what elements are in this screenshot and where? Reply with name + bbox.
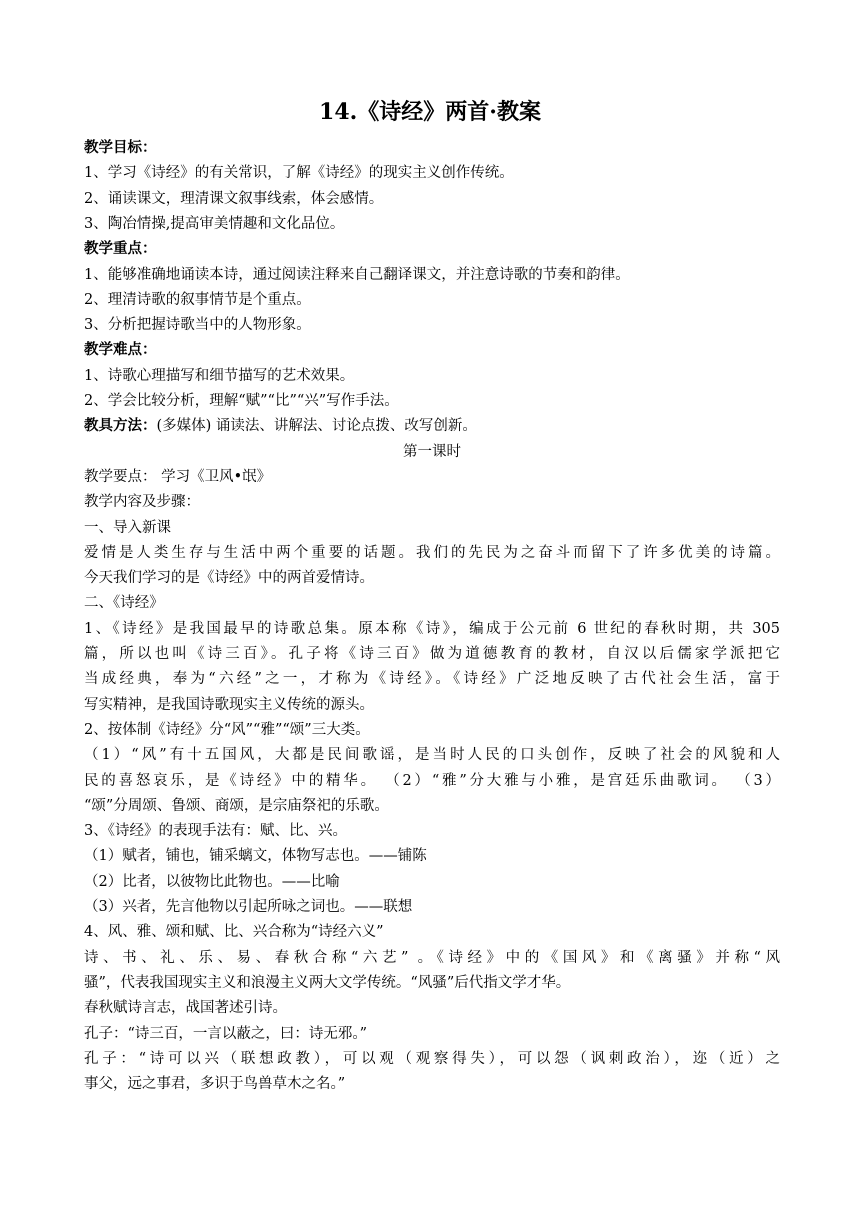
text-line: 教学要点： 学习《卫风•氓》 bbox=[84, 469, 272, 485]
text-line: （1）赋者，铺也，铺采螭文，体物写志也。——铺陈 bbox=[84, 848, 427, 864]
text-line: 教学目标： bbox=[84, 139, 157, 156]
text-line: 爱情是人类生存与生活中两个重要的话题。我们的先民为之奋斗而留下了许多优美的诗篇。 bbox=[84, 545, 780, 561]
text-line: 2、理清诗歌的叙事情节是个重点。 bbox=[84, 292, 311, 308]
line-text: (多媒体) 诵读法、讲解法、讨论点拨、改写创新。 bbox=[156, 418, 477, 434]
text-line: 4、风、雅、颂和赋、比、兴合称为“诗经六义” bbox=[84, 924, 384, 940]
text-line: 诗、书、礼、乐、易、春秋合称“六艺” 。《诗经》中的《国风》和《离骚》并称“风 bbox=[84, 950, 780, 966]
text-line: 孔子：“诗可以兴（联想政教），可以观（观察得失），可以怨（讽刺政治），迩（近）之 bbox=[84, 1051, 780, 1067]
text-line: 一、导入新课 bbox=[84, 520, 171, 536]
text-line: 教学难点： bbox=[84, 341, 157, 358]
text-line: 民的喜怒哀乐，是《诗经》中的精华。 （2）“雅”分大雅与小雅，是宫廷乐曲歌词。 （3） bbox=[84, 773, 780, 789]
text-line bbox=[84, 414, 780, 438]
section-label: 教具方法： bbox=[84, 417, 157, 434]
text-line: 教学内容及步骤： bbox=[84, 494, 200, 510]
text-line: 写实精神，是我国诗歌现实主义传统的源头。 bbox=[84, 697, 374, 713]
text-line: 2、诵读课文，理清课文叙事线索，体会感情。 bbox=[84, 191, 384, 207]
text-line: （2）比者，以彼物比此物也。——比喻 bbox=[84, 874, 340, 890]
text-line: 1、学习《诗经》的有关常识，了解《诗经》的现实主义创作传统。 bbox=[84, 165, 514, 181]
text-line: 第一课时 bbox=[403, 444, 461, 460]
text-line: 孔子：“诗三百，一言以蔽之，曰：诗无邪。” bbox=[84, 1026, 368, 1042]
text-line: 当成经典，奉为“六经”之一，才称为《诗经》。《诗经》广泛地反映了古代社会生活，富于 bbox=[84, 671, 780, 687]
page-title: 14.《诗经》两首·教案 bbox=[319, 99, 541, 125]
text-line: 二、《诗经》 bbox=[84, 595, 164, 611]
text-line: 篇，所以也叫《诗三百》。孔子将《诗三百》做为道德教育的教材，自汉以后儒家学派把它 bbox=[84, 646, 780, 662]
text-line: 3、分析把握诗歌当中的人物形象。 bbox=[84, 317, 311, 333]
text-line: 2、学会比较分析，理解“赋”“比”“兴”写作手法。 bbox=[84, 393, 399, 409]
text-line: 1、《诗经》是我国最早的诗歌总集。原本称《诗》，编成于公元前 6 世纪的春秋时期，共 305 bbox=[84, 621, 780, 637]
text-line: 1、诗歌心理描写和细节描写的艺术效果。 bbox=[84, 368, 355, 384]
text-line: 3、陶冶情操,提高审美情趣和文化品位。 bbox=[84, 216, 345, 232]
text-line: （3）兴者，先言他物以引起所咏之词也。——联想 bbox=[84, 899, 413, 915]
text-line: 事父，远之事君，多识于鸟兽草木之名。” bbox=[84, 1076, 346, 1092]
text-line: 春秋赋诗言志，战国著述引诗。 bbox=[84, 1000, 287, 1016]
text-line: 今天我们学习的是《诗经》中的两首爱情诗。 bbox=[84, 570, 374, 586]
text-line: 教学重点： bbox=[84, 240, 157, 257]
text-line: 3、《诗经》的表现手法有：赋、比、兴。 bbox=[84, 823, 347, 839]
text-line: 1、能够准确地诵读本诗，通过阅读注释来自己翻译课文，并注意诗歌的节奏和韵律。 bbox=[84, 267, 630, 283]
text-line: 2、按体制《诗经》分“风”“雅”“颂”三大类。 bbox=[84, 722, 370, 738]
text-line: （1）“风”有十五国风，大都是民间歌谣，是当时人民的口头创作，反映了社会的风貌和人 bbox=[84, 747, 780, 763]
text-line: 骚”，代表我国现实主义和浪漫主义两大文学传统。“风骚”后代指文学才华。 bbox=[84, 975, 571, 991]
text-line: “颂”分周颂、鲁颂、商颂，是宗庙祭祀的乐歌。 bbox=[84, 798, 389, 814]
